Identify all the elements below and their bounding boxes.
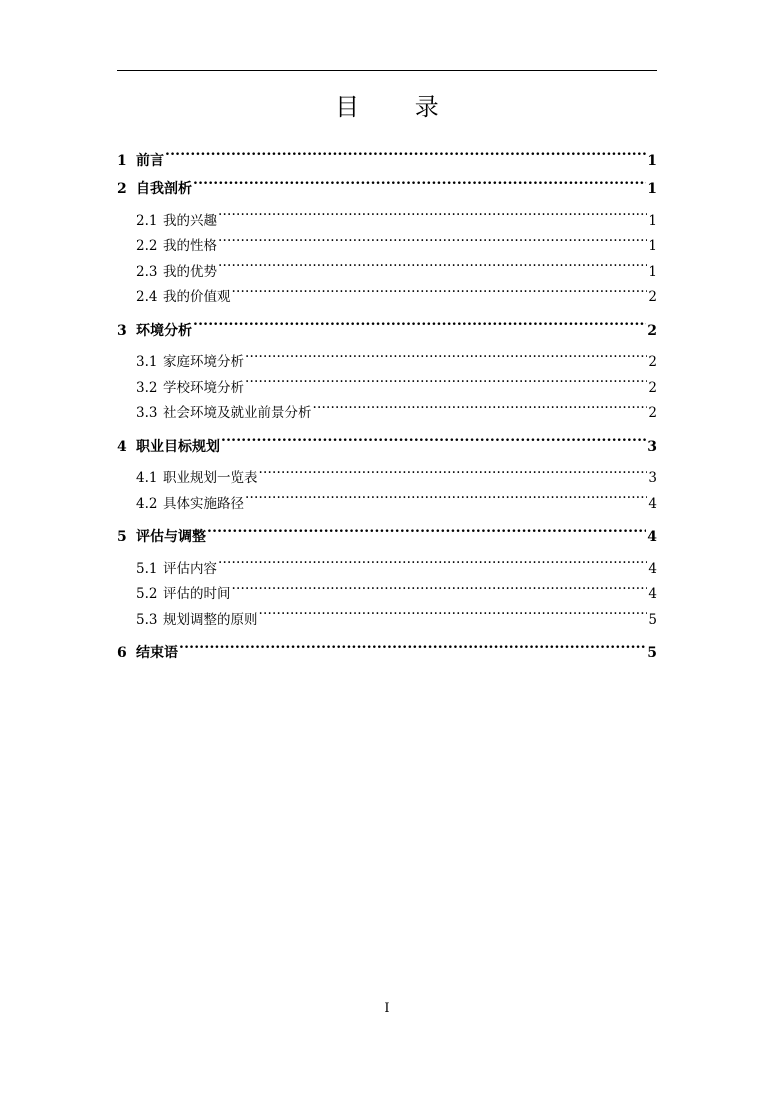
toc-dot-leader xyxy=(245,341,647,367)
toc-entry-number: 1 xyxy=(117,152,127,169)
toc-entry-title: 职业目标规划 xyxy=(136,438,220,455)
toc-section-entry[interactable] xyxy=(117,341,657,370)
toc-entry-number: 4.2 xyxy=(136,495,158,512)
toc-entry-title: 我的优势 xyxy=(163,263,217,280)
toc-section-entry[interactable] xyxy=(117,392,657,421)
toc-entry-number: 6 xyxy=(117,645,127,661)
toc-section-entry[interactable] xyxy=(117,598,657,628)
toc-dot-leader xyxy=(259,598,648,624)
toc-entry-title: 自我剖析 xyxy=(136,181,192,197)
toc-dot-leader xyxy=(245,482,647,508)
toc-dot-leader xyxy=(165,139,646,165)
toc-dot-leader xyxy=(218,199,647,225)
toc-dot-leader xyxy=(313,392,648,418)
toc-section-entry[interactable] xyxy=(117,573,657,602)
toc-dot-leader xyxy=(218,547,647,573)
toc-dot-leader xyxy=(207,516,646,542)
toc-entry-page: 2 xyxy=(648,379,657,396)
toc-entry-page: 5 xyxy=(647,645,657,661)
toc-entry-number: 2.3 xyxy=(136,263,158,280)
toc-entry-number: 3.3 xyxy=(136,405,158,421)
toc-chapter-entry[interactable] xyxy=(117,139,657,169)
toc-entry-number: 5.3 xyxy=(136,611,158,628)
toc-entry-page: 1 xyxy=(648,238,657,254)
toc-chapter-entry[interactable] xyxy=(117,309,657,339)
toc-dot-leader xyxy=(232,573,648,599)
toc-entry-page: 2 xyxy=(648,405,657,421)
toc-chapter-entry[interactable] xyxy=(117,425,657,455)
toc-entry-title: 规划调整的原则 xyxy=(163,611,258,628)
toc-entry-page: 3 xyxy=(648,470,657,486)
toc-entry-title: 社会环境及就业前景分析 xyxy=(163,405,312,421)
toc-chapter-entry[interactable] xyxy=(117,516,657,545)
header-rule xyxy=(117,70,657,71)
toc-entry-title: 我的性格 xyxy=(163,238,217,254)
toc-section-entry[interactable] xyxy=(117,366,657,396)
toc-entry-page: 4 xyxy=(647,529,657,545)
toc-dot-leader xyxy=(193,309,646,335)
toc-entry-number: 2.1 xyxy=(136,212,158,229)
toc-dot-leader xyxy=(221,425,646,451)
toc-entry-title: 具体实施路径 xyxy=(163,495,244,512)
toc-entry-number: 2.4 xyxy=(136,289,158,305)
toc-dot-leader xyxy=(193,168,646,194)
table-of-contents xyxy=(117,139,657,661)
toc-entry-title: 评估内容 xyxy=(163,560,217,577)
toc-section-entry[interactable] xyxy=(117,225,657,254)
toc-entry-number: 3.1 xyxy=(136,354,158,370)
toc-dot-leader xyxy=(218,250,647,276)
toc-dot-leader xyxy=(259,457,648,483)
toc-entry-title: 环境分析 xyxy=(136,322,192,339)
toc-section-entry[interactable] xyxy=(117,250,657,280)
toc-chapter-entry[interactable] xyxy=(117,632,657,661)
toc-entry-number: 2 xyxy=(117,181,127,197)
toc-entry-title: 职业规划一览表 xyxy=(163,470,258,486)
toc-entry-number: 4 xyxy=(117,438,127,455)
toc-entry-number: 2.2 xyxy=(136,238,158,254)
toc-entry-title: 学校环境分析 xyxy=(163,379,244,396)
toc-entry-page: 2 xyxy=(648,289,657,305)
toc-dot-leader xyxy=(218,225,647,251)
toc-entry-number: 5.1 xyxy=(136,560,158,577)
toc-dot-leader xyxy=(179,632,646,658)
toc-dot-leader xyxy=(232,276,648,302)
toc-entry-page: 2 xyxy=(648,354,657,370)
toc-section-entry[interactable] xyxy=(117,276,657,305)
toc-entry-page: 3 xyxy=(647,438,657,455)
toc-entry-title: 结束语 xyxy=(136,645,178,661)
page-title: 目 录 xyxy=(335,93,463,121)
toc-entry-page: 1 xyxy=(647,181,657,197)
toc-entry-page: 1 xyxy=(648,212,657,229)
toc-section-entry[interactable] xyxy=(117,199,657,229)
toc-entry-number: 3 xyxy=(117,322,127,339)
toc-entry-number: 5.2 xyxy=(136,586,158,602)
toc-entry-page: 1 xyxy=(647,152,657,169)
toc-entry-title: 我的兴趣 xyxy=(163,212,217,229)
toc-entry-page: 5 xyxy=(648,611,657,628)
toc-entry-title: 家庭环境分析 xyxy=(163,354,244,370)
toc-section-entry[interactable] xyxy=(117,457,657,486)
toc-entry-page: 4 xyxy=(648,495,657,512)
footer-page-number: I xyxy=(384,1001,390,1016)
toc-chapter-entry[interactable] xyxy=(117,168,657,197)
toc-entry-page: 2 xyxy=(647,322,657,339)
toc-entry-number: 5 xyxy=(117,529,127,545)
toc-entry-page: 4 xyxy=(648,560,657,577)
toc-entry-page: 1 xyxy=(648,263,657,280)
toc-section-entry[interactable] xyxy=(117,547,657,577)
toc-dot-leader xyxy=(245,366,647,392)
toc-entry-title: 我的价值观 xyxy=(163,289,231,305)
toc-entry-title: 前言 xyxy=(136,152,164,169)
toc-entry-page: 4 xyxy=(648,586,657,602)
toc-section-entry[interactable] xyxy=(117,482,657,512)
toc-entry-number: 3.2 xyxy=(136,379,158,396)
toc-entry-number: 4.1 xyxy=(136,470,158,486)
toc-entry-title: 评估的时间 xyxy=(163,586,231,602)
toc-entry-title: 评估与调整 xyxy=(136,529,206,545)
